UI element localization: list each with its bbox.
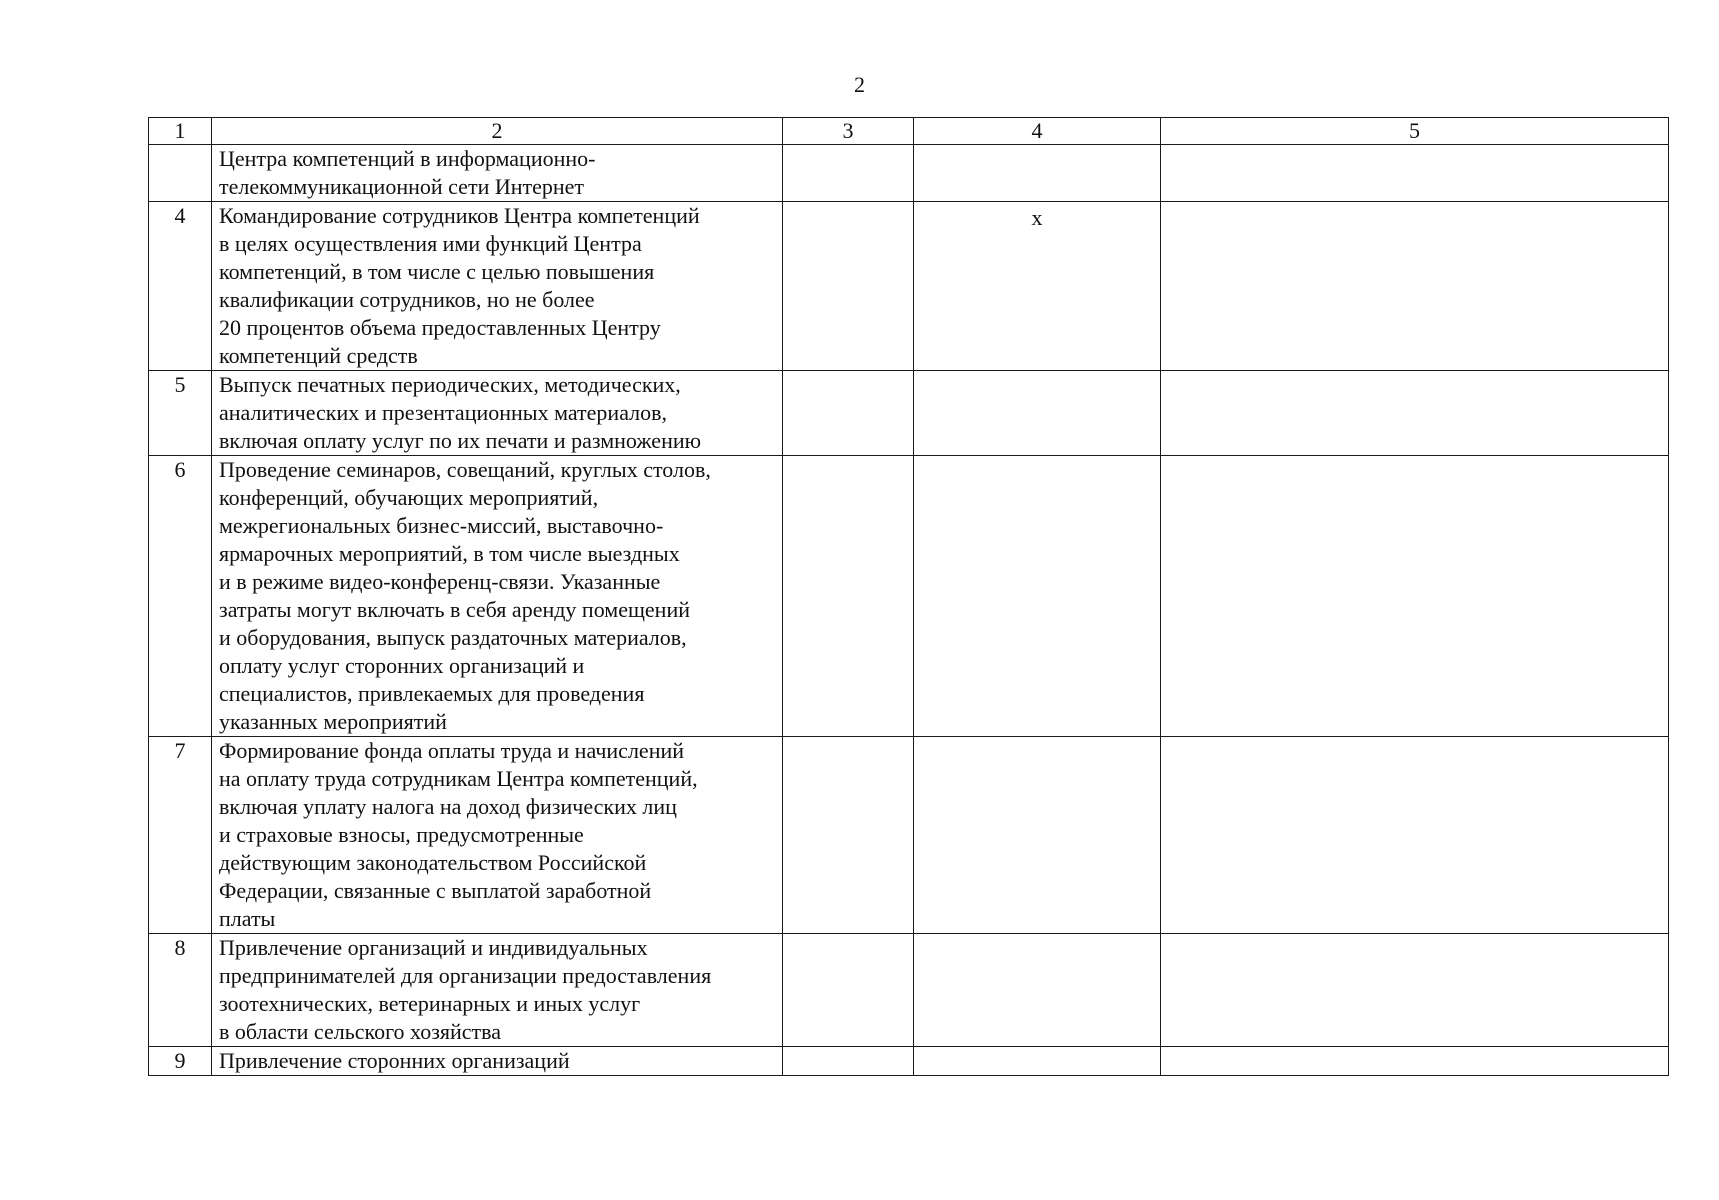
row-number: 8: [149, 934, 212, 1047]
row-cell-4: [914, 456, 1161, 737]
row-description: Выпуск печатных периодических, методических, аналитических и презентационных материалов, включая оплату услуг по их печати и размножению: [212, 371, 783, 456]
row-cell-4: [914, 737, 1161, 934]
row-cell-3: [783, 202, 914, 371]
row-cell-5: [1161, 934, 1669, 1047]
row-number: 9: [149, 1047, 212, 1076]
row-cell-4: [914, 371, 1161, 456]
row-cell-5: [1161, 456, 1669, 737]
row-cell-4: [914, 934, 1161, 1047]
row-cell-3: [783, 456, 914, 737]
row-cell-5: [1161, 371, 1669, 456]
row-cell-5: [1161, 202, 1669, 371]
row-cell-3: [783, 737, 914, 934]
page-number: 2: [854, 72, 865, 97]
expense-table: [148, 117, 1669, 1076]
row-number: 7: [149, 737, 212, 934]
row-description: Привлечение организаций и индивидуальных предпринимателей для организации предоставления зоотехнических, ветеринарных и иных услуг в области сельского хозяйства: [212, 934, 783, 1047]
table-row: [149, 934, 1669, 1047]
header-cell: 3: [783, 118, 914, 145]
row-description: Формирование фонда оплаты труда и начислений на оплату труда сотрудникам Центра компетенций, включая уплату налога на доход физических лиц и страховые взносы, предусмотренные действующим законодательством Российской Федерации, связанные с выплатой заработной платы: [212, 737, 783, 934]
row-description: Проведение семинаров, совещаний, круглых столов, конференций, обучающих мероприятий, межрегиональных бизнес-миссий, выставочно- ярмарочных мероприятий, в том числе выездных и в режиме видео-конференц-связи. Указанные затраты могут включать в себя аренду помещений и оборудования, выпуск раздаточных материалов, оплату услуг сторонних организаций и специалистов, привлекаемых для проведения указанных мероприятий: [212, 456, 783, 737]
row-number: 6: [149, 456, 212, 737]
row-cell-4: [914, 145, 1161, 202]
table-header-row: [149, 118, 1669, 145]
row-cell-5: [1161, 145, 1669, 202]
row-cell-3: [783, 145, 914, 202]
table-row: [149, 456, 1669, 737]
row-description: Привлечение сторонних организаций: [212, 1047, 783, 1076]
table-row: [149, 145, 1669, 202]
header-cell: 4: [914, 118, 1161, 145]
row-number: [149, 145, 212, 202]
row-cell-3: [783, 1047, 914, 1076]
header-cell: 2: [212, 118, 783, 145]
row-number: 4: [149, 202, 212, 371]
table-row: [149, 737, 1669, 934]
row-cell-4: x: [914, 202, 1161, 371]
row-cell-4: [914, 1047, 1161, 1076]
row-description: Командирование сотрудников Центра компетенций в целях осуществления ими функций Центра компетенций, в том числе с целью повышения квалификации сотрудников, но не более 20 процентов объема предоставленных Центру компетенций средств: [212, 202, 783, 371]
row-cell-3: [783, 371, 914, 456]
row-cell-5: [1161, 1047, 1669, 1076]
row-cell-5: [1161, 737, 1669, 934]
row-cell-3: [783, 934, 914, 1047]
row-description: Центра компетенций в информационно- телекоммуникационной сети Интернет: [212, 145, 783, 202]
table-row: [149, 202, 1669, 371]
table-row: [149, 1047, 1669, 1076]
row-number: 5: [149, 371, 212, 456]
header-cell: 1: [149, 118, 212, 145]
table-row: [149, 371, 1669, 456]
header-cell: 5: [1161, 118, 1669, 145]
